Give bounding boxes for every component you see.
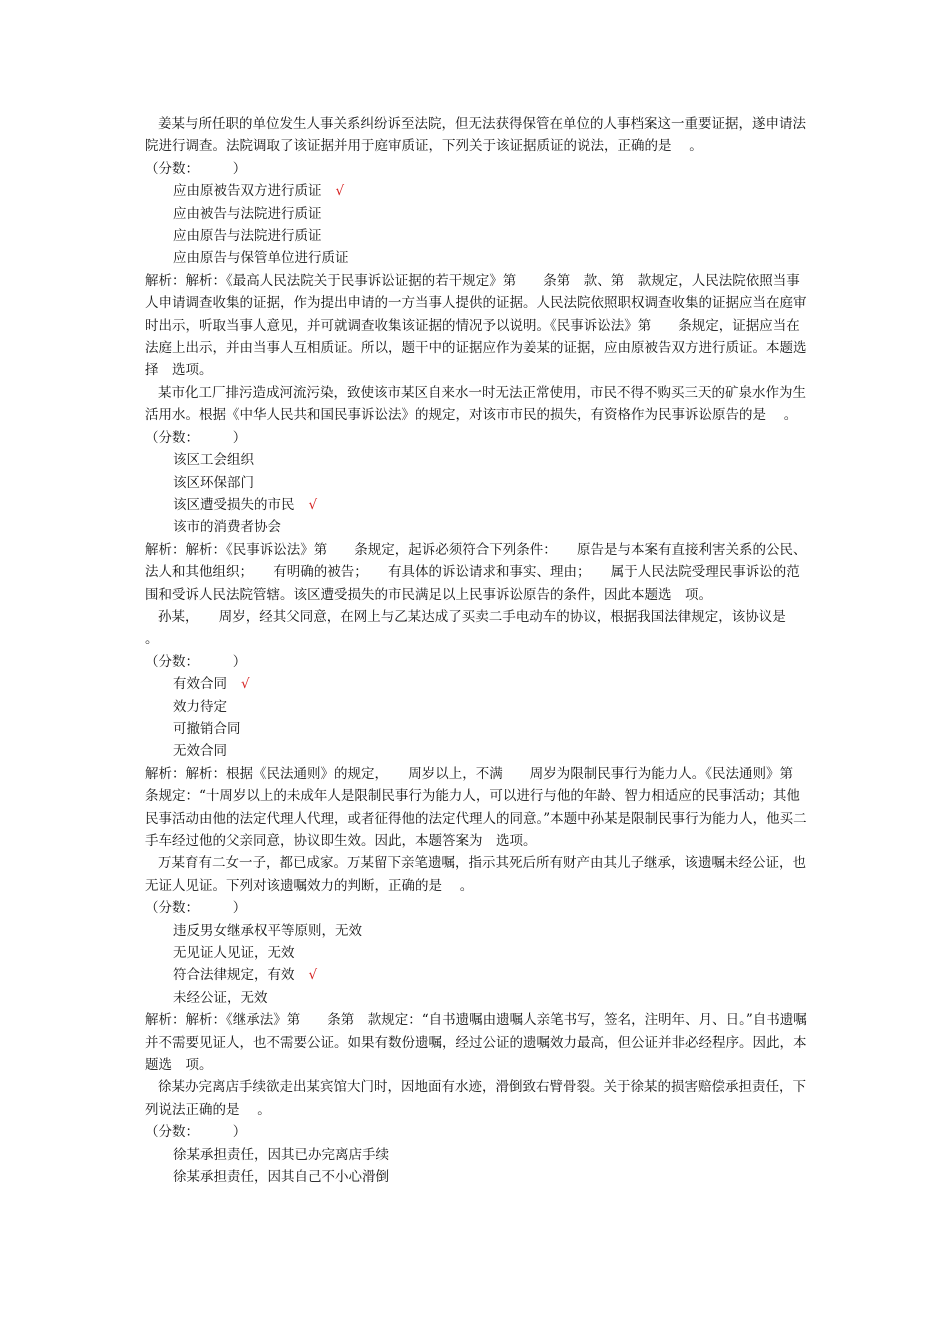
option-text: 可撤销合同 <box>173 720 241 737</box>
option-d[interactable] <box>145 247 810 269</box>
question-stem: 孙某， 周岁，经其父同意，在网上与乙某达成了买卖二手电动车的协议，根据我国法律规定，该协议是 。 <box>145 608 804 648</box>
option-text: 应由被告与法院进行质证 <box>173 205 322 222</box>
question-stem: 某市化工厂排污造成河流污染，致使该市某区自来水一时无法正常使用，市民不得不购买三天的矿泉水作为生活用水。根据《中华人民共和国民事诉讼法》的规定，对该市市民的损失，有资格作为民事诉讼原告的是 。 <box>145 384 806 424</box>
option-c[interactable] <box>145 494 810 516</box>
correct-check-icon: √ <box>241 676 250 693</box>
question-stem: 徐某办完离店手续欲走出某宾馆大门时，因地面有水迹，滑倒致右臂骨裂。关于徐某的损害赔偿承担责任，下列说法正确的是 。 <box>145 1079 806 1118</box>
option-text: 应由原告与法院进行质证 <box>173 228 322 245</box>
option-text: 该市的消费者协会 <box>173 519 281 536</box>
option-d[interactable] <box>145 516 810 538</box>
option-text: 该区工会组织 <box>173 452 254 469</box>
option-text: 该区遭受损失的市民 <box>173 496 295 513</box>
question-analysis: 解析：解析：《最高人民法院关于民事诉讼证据的若干规定》第 条第 款、第 款规定，人民法院依照当事人申请调查收集的证据，作为提出申请的一方当事人提供的证据。人民法院依照职权调查收集的证据应当在庭审时出示，听取当事人意见，并可就调查收集该证据的情况予以说明。《民事诉讼法》第 条规定，证据应当在法庭上出示，并由当事人互相质证。所以，题干中的证据应作为姜某的证据，应由原被告双方进行质证。本题选择 选项。 <box>145 272 807 379</box>
option-a[interactable] <box>145 673 810 695</box>
question-1 <box>145 113 810 382</box>
option-d[interactable] <box>145 740 810 762</box>
question-score: （分数： ） <box>145 900 247 917</box>
question-stem: 姜某与所任职的单位发生人事关系纠纷诉至法院，但无法获得保管在单位的人事档案这一重要证据，遂申请法院进行调查。法院调取了该证据并用于庭审质证，下列关于该证据质证的说法，正确的是 。 <box>145 116 806 155</box>
correct-check-icon: √ <box>335 183 345 200</box>
option-text: 无见证人见证，无效 <box>173 945 295 962</box>
option-text: 效力待定 <box>173 698 227 715</box>
question-analysis: 解析：解析：根据《民法通则》的规定， 周岁以上，不满 周岁为限制民事行为能力人。《民法通则》第 条规定：“十周岁以上的未成年人是限制民事行为能力人，可以进行与他的年龄、智力相适应的民事活动；其他民事活动由他的法定代理人代理，或者征得他的法定代理人的同意。”本题中孙某是限制民事行为能力人，他买二手车经过他的父亲同意，协议即生效。因此，本题答案为 选项。 <box>145 765 820 849</box>
option-c[interactable] <box>145 225 810 247</box>
option-d[interactable] <box>145 987 810 1009</box>
option-text: 有效合同 <box>173 676 227 693</box>
option-text: 无效合同 <box>173 743 227 760</box>
option-text: 应由原告与保管单位进行质证 <box>173 250 349 267</box>
question-5 <box>145 1076 810 1188</box>
question-score: （分数： ） <box>145 653 247 670</box>
question-3 <box>145 606 820 852</box>
question-score: （分数： ） <box>145 160 247 177</box>
question-stem: 万某育有二女一子，都已成家。万某留下亲笔遗嘱，指示其死后所有财产由其儿子继承，该遗嘱未经公证，也无证人见证。下列对该遗嘱效力的判断，正确的是 。 <box>145 855 806 894</box>
correct-check-icon: √ <box>308 496 318 513</box>
question-analysis: 解析：解析：《民事诉讼法》第 条规定，起诉必须符合下列条件： 原告是与本案有直接利害关系的公民、法人和其他组织； 有明确的被告； 有具体的诉讼请求和事实、理由； 属于人民法院受理民事诉讼的范围和受诉人民法院管辖。该区遭受损失的市民满足以上民事诉讼原告的条件，因此本题选 项。 <box>145 541 807 603</box>
option-text: 徐某承担责任，因其已办完离店手续 <box>173 1146 389 1163</box>
option-b[interactable] <box>145 696 810 718</box>
question-score: （分数： ） <box>145 1124 247 1141</box>
option-text: 徐某承担责任，因其自己不小心滑倒 <box>173 1169 389 1186</box>
option-a[interactable] <box>145 180 810 202</box>
option-text: 该区环保部门 <box>173 474 254 491</box>
option-c[interactable] <box>145 718 810 740</box>
option-a[interactable] <box>145 1144 810 1166</box>
option-b[interactable] <box>145 203 810 225</box>
option-b[interactable] <box>145 472 810 494</box>
option-a[interactable] <box>145 449 810 471</box>
option-text: 违反男女继承权平等原则，无效 <box>173 922 362 939</box>
exam-page <box>145 113 820 1189</box>
option-c[interactable] <box>145 964 810 986</box>
option-text: 未经公证，无效 <box>173 989 268 1006</box>
option-b[interactable] <box>145 942 810 964</box>
correct-check-icon: √ <box>308 967 318 984</box>
option-b[interactable] <box>145 1166 810 1188</box>
question-score: （分数： ） <box>145 429 247 446</box>
option-text: 应由原被告双方进行质证 <box>173 183 322 200</box>
question-analysis: 解析：解析：《继承法》第 条第 款规定：“自书遗嘱由遗嘱人亲笔书写，签名，注明年、月、日。”自书遗嘱并不需要见证人，也不需要公证。如果有数份遗嘱，经过公证的遗嘱效力最高，但公证并非必经程序。因此，本题选 项。 <box>145 1012 807 1074</box>
question-4 <box>145 852 810 1076</box>
option-a[interactable] <box>145 920 810 942</box>
option-text: 符合法律规定，有效 <box>173 967 295 984</box>
question-2 <box>145 382 810 606</box>
